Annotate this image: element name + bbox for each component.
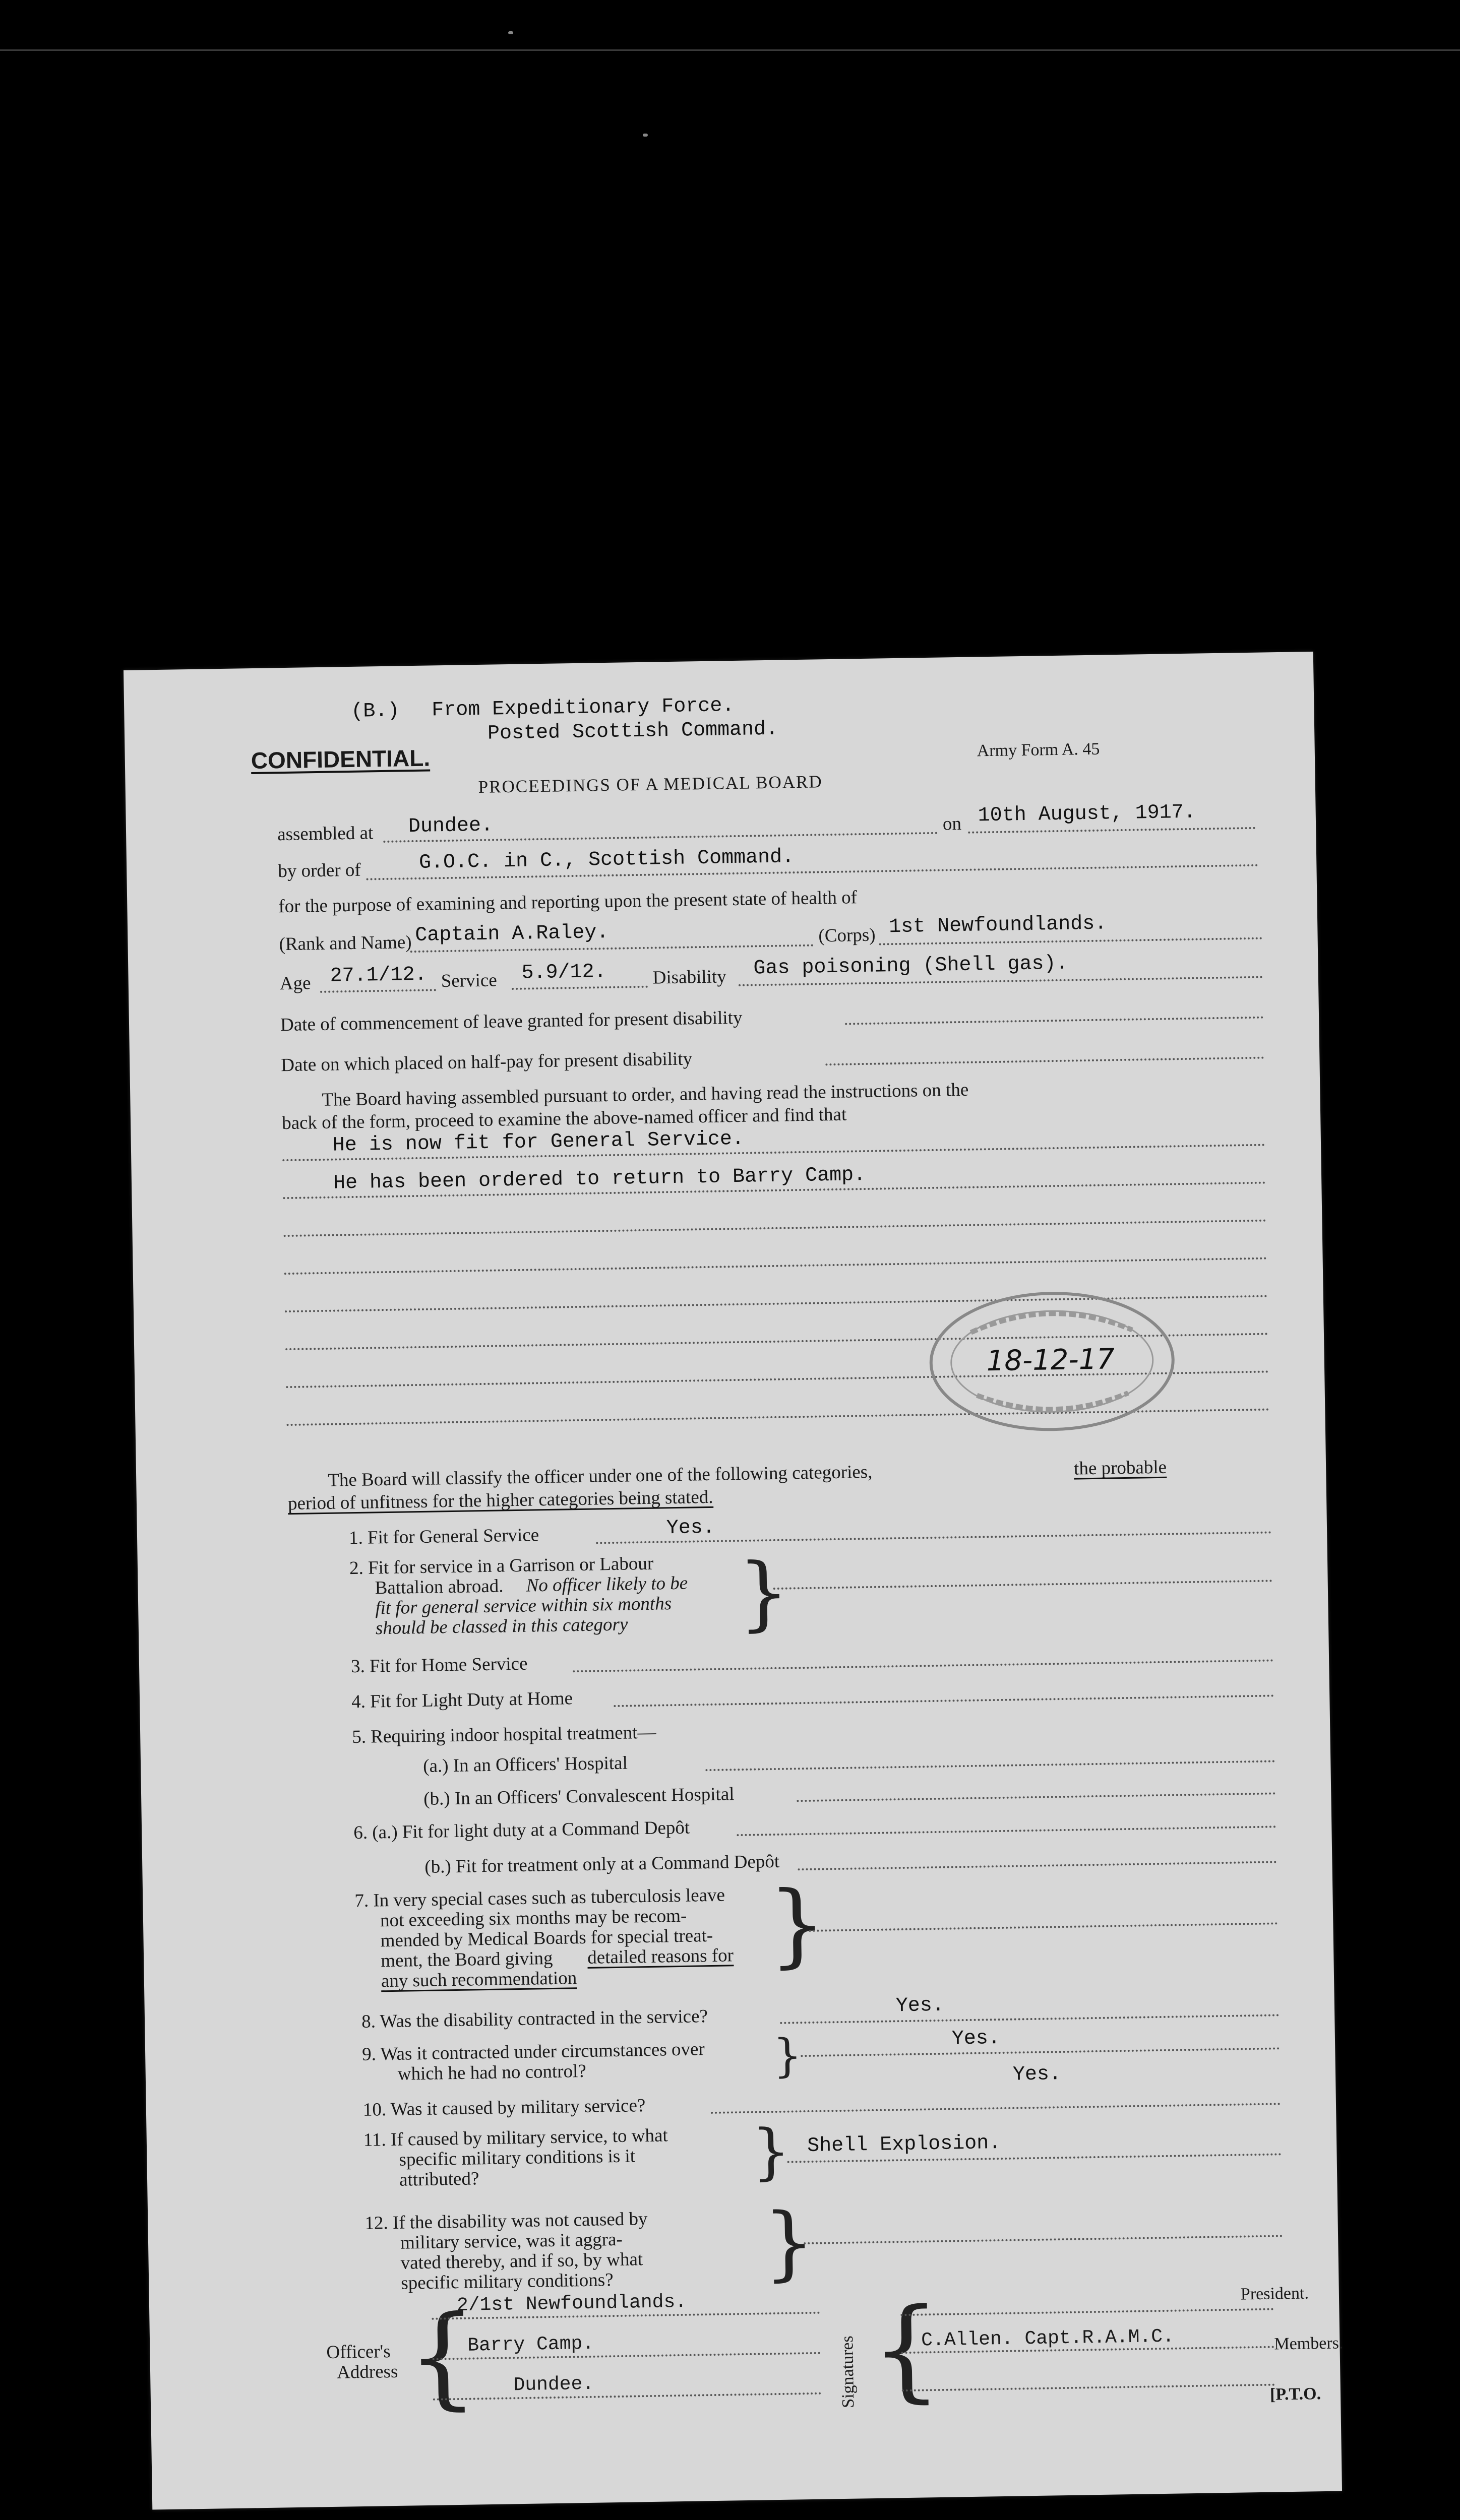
fill-line bbox=[705, 1760, 1275, 1771]
army-form-number: Army Form A. 45 bbox=[977, 739, 1100, 761]
fill-line bbox=[797, 1792, 1275, 1802]
question-11-line-3: attributed? bbox=[399, 2168, 479, 2190]
question-11-line-1: 11. If caused by military service, to what bbox=[363, 2125, 668, 2151]
brace: { bbox=[870, 2284, 943, 2415]
question-9-line-2: which he had no control? bbox=[397, 2060, 587, 2085]
order-value: G.O.C. in C., Scottish Command. bbox=[418, 846, 795, 874]
category-6b: (b.) Fit for treatment only at a Command Depôt bbox=[424, 1851, 780, 1877]
category-6a: 6. (a.) Fit for light duty at a Command Depôt bbox=[353, 1817, 690, 1844]
fill-line bbox=[801, 2047, 1280, 2057]
question-12-line-4: specific military conditions? bbox=[401, 2270, 614, 2294]
order-label: by order of bbox=[277, 859, 361, 882]
form-title: PROCEEDINGS OF A MEDICAL BOARD bbox=[478, 772, 823, 797]
fill-line bbox=[773, 1580, 1272, 1590]
classify-text-line-2: period of unfitness for the higher categories being stated. bbox=[287, 1486, 713, 1515]
question-8-value: Yes. bbox=[895, 1994, 945, 2018]
medical-board-form bbox=[124, 652, 1342, 2510]
address-label-1: Officer's bbox=[326, 2341, 391, 2363]
category-7-line-4b: detailed reasons for bbox=[587, 1945, 734, 1968]
brace: } bbox=[751, 2116, 791, 2187]
question-11-line-2: specific military conditions is it bbox=[399, 2146, 636, 2170]
stamp-handwritten-date: 18-12-17 bbox=[986, 1343, 1115, 1378]
category-7-line-1: 7. In very special cases such as tuberculosis leave bbox=[354, 1884, 725, 1912]
corps-label: (Corps) bbox=[818, 924, 876, 947]
service-value: 5.9/12. bbox=[521, 961, 606, 985]
purpose-text: for the purpose of examining and reporting upon the present state of health of bbox=[278, 887, 858, 917]
category-7-line-3: mended by Medical Boards for special treat- bbox=[380, 1925, 713, 1951]
assembled-at-value: Dundee. bbox=[408, 814, 494, 839]
fill-line bbox=[845, 1017, 1263, 1025]
question-12-line-3: vated thereby, and if so, by what bbox=[400, 2249, 643, 2274]
signatures-label: Signatures bbox=[838, 2336, 858, 2409]
question-12-line-2: military service, was it aggra- bbox=[400, 2229, 623, 2253]
pto-label: [P.T.O. bbox=[1269, 2384, 1321, 2404]
question-10-value: Yes. bbox=[1012, 2063, 1062, 2087]
category-5b: (b.) In an Officers' Convalescent Hospital bbox=[423, 1784, 735, 1809]
address-line-3: Dundee. bbox=[513, 2373, 594, 2397]
address-line-2: Barry Camp. bbox=[467, 2333, 594, 2357]
members-label: Members. bbox=[1274, 2334, 1344, 2354]
typed-from: From Expeditionary Force. bbox=[431, 694, 735, 722]
on-label: on bbox=[942, 813, 962, 835]
category-2-line-2a: Battalion abroad. bbox=[375, 1576, 504, 1599]
fill-line bbox=[711, 2103, 1281, 2114]
category-5: 5. Requiring indoor hospital treatment— bbox=[351, 1722, 656, 1748]
assembled-at-label: assembled at bbox=[277, 823, 374, 845]
question-9-value: Yes. bbox=[951, 2027, 1001, 2051]
brace: } bbox=[737, 1545, 790, 1641]
category-2-line-1: 2. Fit for service in a Garrison or Labour bbox=[349, 1553, 654, 1579]
finding-1: He is now fit for General Service. bbox=[332, 1127, 745, 1157]
fill-line bbox=[573, 1659, 1273, 1672]
rank-value: Captain A.Raley. bbox=[414, 921, 609, 947]
fill-line bbox=[737, 1825, 1276, 1836]
question-8: 8. Was the disability contracted in the service? bbox=[361, 2006, 708, 2032]
typed-posted: Posted Scottish Command. bbox=[487, 718, 778, 745]
rank-label: (Rank and Name) bbox=[279, 932, 412, 955]
category-2-line-3: fit for general service within six months bbox=[375, 1593, 672, 1619]
age-label: Age bbox=[279, 973, 311, 994]
category-1: 1. Fit for General Service bbox=[348, 1525, 539, 1549]
member-signature: C.Allen. Capt.R.A.M.C. bbox=[921, 2325, 1175, 2352]
film-edge-line bbox=[0, 49, 1460, 51]
fill-line bbox=[968, 827, 1255, 834]
category-5a: (a.) In an Officers' Hospital bbox=[422, 1752, 628, 1777]
classify-text-underlined: the probable bbox=[1073, 1457, 1167, 1479]
classify-text: The Board will classify the officer under one of the following categories, bbox=[327, 1461, 873, 1491]
fill-line bbox=[825, 1057, 1264, 1066]
fill-line bbox=[284, 1220, 1267, 1237]
president-label: President. bbox=[1240, 2284, 1309, 2304]
brace: { bbox=[406, 2291, 479, 2422]
fill-line bbox=[902, 2384, 1275, 2392]
question-10: 10. Was it caused by military service? bbox=[362, 2095, 646, 2120]
brace: } bbox=[772, 2029, 803, 2083]
fill-line bbox=[433, 2392, 821, 2401]
fill-line bbox=[879, 937, 1262, 946]
category-3: 3. Fit for Home Service bbox=[350, 1653, 528, 1677]
disability-label: Disability bbox=[652, 966, 726, 988]
instructions-line-1: The Board having assembled pursuant to order, and having read the instructions on the bbox=[322, 1079, 969, 1110]
age-value: 27.1/12. bbox=[330, 963, 427, 988]
brace: } bbox=[762, 2194, 816, 2290]
instructions-line-2: back of the form, proceed to examine the above-named officer and find that bbox=[281, 1104, 847, 1134]
fill-line bbox=[284, 1257, 1267, 1275]
question-11-value: Shell Explosion. bbox=[807, 2132, 1001, 2158]
category-4: 4. Fit for Light Duty at Home bbox=[351, 1688, 573, 1713]
category-7-line-2: not exceeding six months may be recom- bbox=[380, 1905, 687, 1931]
disability-value: Gas poisoning (Shell gas). bbox=[753, 952, 1068, 980]
fill-line bbox=[614, 1694, 1274, 1707]
fill-line bbox=[780, 2014, 1279, 2024]
brace: } bbox=[767, 1871, 827, 1978]
address-label-2: Address bbox=[336, 2361, 398, 2383]
finding-2: He has been ordered to return to Barry Camp. bbox=[333, 1164, 866, 1195]
category-7-line-5: any such recommendation bbox=[381, 1968, 577, 1992]
question-9-line-1: 9. Was it contracted under circumstances over bbox=[361, 2039, 705, 2065]
film-speck bbox=[643, 134, 648, 137]
category-2-line-4: should be classed in this category bbox=[375, 1614, 628, 1639]
film-speck bbox=[508, 31, 513, 34]
service-label: Service bbox=[441, 970, 498, 992]
fill-line bbox=[804, 2235, 1283, 2244]
category-7-line-4a: ment, the Board giving bbox=[380, 1947, 553, 1972]
fill-line bbox=[900, 2308, 1273, 2316]
confidential-heading: CONFIDENTIAL. bbox=[251, 744, 431, 774]
category-1-value: Yes. bbox=[666, 1516, 715, 1540]
corps-value: 1st Newfoundlands. bbox=[888, 912, 1107, 939]
halfpay-label: Date on which placed on half-pay for present disability bbox=[281, 1048, 693, 1076]
form-marker: (B.) bbox=[350, 700, 400, 723]
fill-line bbox=[809, 1922, 1278, 1932]
fill-line bbox=[512, 986, 648, 990]
fill-line bbox=[798, 1861, 1277, 1870]
date-value: 10th August, 1917. bbox=[978, 801, 1196, 828]
address-line-1: 2/1st Newfoundlands. bbox=[456, 2291, 687, 2317]
leave-label: Date of commencement of leave granted for present disability bbox=[280, 1007, 743, 1036]
question-12-line-1: 12. If the disability was not caused by bbox=[364, 2209, 648, 2234]
category-2-line-2b: No officer likely to be bbox=[526, 1572, 688, 1596]
fill-line bbox=[320, 989, 436, 993]
